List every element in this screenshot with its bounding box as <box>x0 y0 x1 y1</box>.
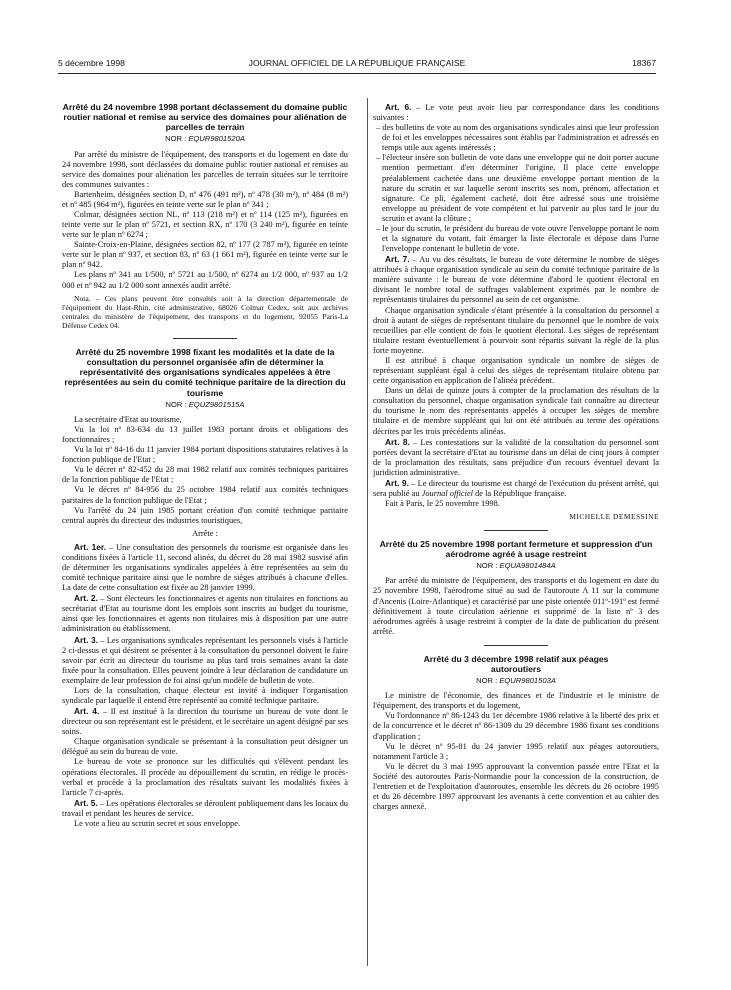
paragraph: Vu le décret nº 84-956 du 25 octobre 1984 relatif aux comités techniques paritaires de la fonction publique de l'Etat ; <box>62 485 348 505</box>
paragraph: Vu la loi nº 84-16 du 11 janvier 1984 portant dispositions statutaires relatives à la fonction publique de l'Etat ; <box>62 445 348 465</box>
journal-title: JOURNAL OFFICIEL DE LA RÉPUBLIQUE FRANÇAISE <box>248 58 466 68</box>
separator <box>484 645 548 646</box>
nor-reference: NOR : EQUA9801484A <box>476 561 556 571</box>
article-6-list <box>373 123 659 254</box>
paragraph: Chaque organisation syndicale s'étant présentée à la consultation du personnel a droit à autant de sièges de représentant titulaire du personnel que le nombre de voix recueillies par elle contient de fois le quotient électoral. Les sièges de représentant titulaire restant éventuellement à pourvoir sont répartis suivant la règle de la plus forte moyenne. <box>373 305 659 355</box>
paragraph: Les plans nº 341 au 1/500, nº 5721 au 1/500, nº 6274 au 1/2 000, nº 937 au 1/2 000 et nº 942 au 1/2 000 sont annexés audit arrêté. <box>62 270 348 290</box>
paragraph: La secrétaire d'Etat au tourisme, <box>74 414 182 424</box>
issue-date: 5 décembre 1998 <box>58 58 125 68</box>
paragraph: Le vote a lieu au scrutin secret et sous enveloppe. <box>74 818 241 828</box>
article-1: Art. 1er. – Une consultation des personnels du tourisme est organisée dans les conditions fixées à l'article 11, second alinéa, du décret du 28 mai 1982 susvisé afin de déterminer les organisations syndicales appelées à être représentées au sein du comité technique paritaire ainsi que le nombre de sièges attribués à chacune d'elles. La date de cette consultation est fixée au 28 janvier 1999. <box>62 541 348 593</box>
separator <box>484 530 548 531</box>
right-column <box>373 102 659 812</box>
page-header <box>58 58 656 70</box>
paragraph: Colmar, désignées section NL, nº 113 (218 m²) et nº 114 (125 m²), figurées en teinte verte sur le plan nº 5721, et section RX, nº 170 (3 240 m²), figurée en teinte verte sur le plan nº 6274 ; <box>62 210 348 240</box>
nota: Nota. – Ces plans peuvent être consultés soit à la direction départementale de l'équipement du Haut-Rhin, cité administrative, 68026 Colmar Cedex, soit aux archives centrales du ministère de l'équipement, des transports et du logement, 92055 Paris-La Défense Cedex 04. <box>62 293 348 330</box>
header-rule <box>58 73 656 74</box>
arrete-label: Arrête : <box>192 528 218 538</box>
list-item: – des bulletins de vote au nom des organisations syndicales ainsi que leur profession de foi et les enveloppes nécessaires sont établis par l'administration et adressés en temps utile aux agents intéressés ; <box>376 123 659 153</box>
article-7: Art. 7. – Au vu des résultats, le bureau de vote détermine le nombre de sièges attribués à chaque organisation syndicale au sein du comité technique paritaire de la manière suivante : le bureau de vote détermine d'abord le quotient électoral en divisant le nombre total de suffrages valablement exprimés par le nombre de représentants titulaires du personnel au sein de cet organisme. <box>373 254 659 305</box>
left-column <box>62 102 348 829</box>
paragraph: Il est attribué à chaque organisation syndicale un nombre de sièges de représentant suppléant égal à celui des sièges de représentant titulaire obtenu par cette organisation en application de l'alinéa précédent. <box>373 355 659 386</box>
paragraph: Sainte-Croix-en-Plaine, désignées section 82, nº 177 (2 787 m²), figurée en teinte verte sur le plan nº 937, et section 83, nº 63 (1 661 m²), figurée en teinte verte sur le plan nº 942. <box>62 240 348 270</box>
paragraph: Vu le décret du 3 mai 1995 approuvant la convention passée entre l'Etat et la Société des autoroutes Paris-Normandie pour la concession de la construction, de l'entretien et de l'exploitation d'autoroutes, ensemble les décrets du 26 octobre 1995 et du 26 décembre 1997 approuvant les avenants à cette convention et au cahier des charges annexé. <box>373 761 659 812</box>
column-divider <box>367 98 368 966</box>
paragraph: Chaque organisation syndicale se présentant à la consultation peut désigner un délégué au sein du bureau de vote. <box>62 737 348 757</box>
paragraph: Lors de la consultation, chaque électeur est invité à indiquer l'organisation syndicale par laquelle il entend être représenté au comité technique paritaire. <box>62 685 348 705</box>
paragraph: Vu l'arrêté du 24 juin 1985 portant création d'un comité technique paritaire central auprès du directeur des industries touristiques, <box>62 505 348 525</box>
article-3: Art. 3. – Les organisations syndicales représentant les personnels visés à l'article 2 ci-dessus et qui désirent se présenter à la consultation du personnel doivent le faire savoir par écrit au directeur du tourisme au plus tard trois semaines avant la date fixée pour la consultation. Elles peuvent joindre à leur déclaration de candidature un exemplaire de leur profession de foi ainsi qu'un modèle de bulletin de vote. <box>62 634 348 685</box>
article-6: Art. 6. – Le vote peut avoir lieu par correspondance dans les conditions suivantes : <box>373 102 659 123</box>
article-4: Art. 4. – Il est institué à la direction du tourisme un bureau de vote dont le directeur ou son représentant est le président, et le secrétaire un agent désigné par ses soins. <box>62 706 348 737</box>
signatory: MICHELLE DEMESSINE <box>569 512 659 522</box>
paragraph: Le bureau de vote se prononce sur les difficultés qui s'élèvent pendant les opérations électorales. Il procède au dépouillement du scrutin, en rédige le procès-verbal et procède à la proclamation des résultats suivant les modalités fixées à l'article 7 ci-après. <box>62 757 348 797</box>
paragraph: Vu l'ordonnance nº 86-1243 du 1er décembre 1986 relative à la liberté des prix et de la concurrence et le décret nº 86-1309 du 29 décembre 1986 fixant ses conditions d'application ; <box>373 711 659 741</box>
decree-title: Arrêté du 24 novembre 1998 portant déclassement du domaine public routier national et remise au service des domaines pour aliénation de parcelles de terrain <box>62 102 348 133</box>
paragraph: Vu le décret nº 82-452 du 28 mai 1982 relatif aux comités techniques paritaires de la fonction publique de l'Etat ; <box>62 465 348 485</box>
article-2: Art. 2. – Sont électeurs les fonctionnaires et agents non titulaires en fonctions au secrétariat d'Etat au tourisme dont les emplois sont inscrits au budget du tourisme, ainsi que les fonctionnaires et agents non titulaires mis à disposition par une autre administration ou établissement. <box>62 593 348 634</box>
decree-title: Arrêté du 25 novembre 1998 portant fermeture et suppression d'un aérodrome agréé à usage restreint <box>379 539 653 560</box>
paragraph: Dans un délai de quinze jours à compter de la proclamation des résultats de la consultation du personnel, chaque organisation syndicale fait connaître au directeur du tourisme le nom des représentants appelés à occuper les sièges de membre titulaire et de membre suppléant qui lui ont été attribués au terme des opérations décrites par les trois précédents alinéas. <box>373 386 659 436</box>
nor-reference: NOR : EQUR9801503A <box>476 676 556 686</box>
decree-title: Arrêté du 3 décembre 1998 relatif aux péages autoroutiers <box>423 653 609 674</box>
paragraph: Bartenheim, désignées section D, nº 476 (491 m²), nº 478 (30 m²), nº 484 (8 m²) et nº 485 (964 m²), figurées en teinte verte sur le plan nº 341 ; <box>62 189 348 209</box>
article-8: Art. 8. – Les contestations sur la validité de la consultation du personnel sont portées devant la secrétaire d'Etat au tourisme dans un délai de cinq jours à compter de la proclamation des résultats, sans préjudice d'un recours éventuel devant la juridiction administrative. <box>373 436 659 477</box>
nor-reference: NOR : EQUZ9801515A <box>165 399 245 409</box>
article-9: Art. 9. – Le directeur du tourisme est chargé de l'exécution du présent arrêté, qui sera publié au Journal officiel de la République française. <box>373 477 659 498</box>
paragraph: Vu la loi nº 83-634 du 13 juillet 1983 portant droits et obligations des fonctionnaires ; <box>62 424 348 445</box>
page-number: 18367 <box>632 58 656 68</box>
decree-title: Arrêté du 25 novembre 1998 fixant les modalités et la date de la consultation du personnel organisée afin de déterminer la représentativité des organisations syndicales appelées à être représentées au sein du comité technique paritaire de la direction du tourisme <box>64 347 346 398</box>
article-5: Art. 5. – Les opérations électorales se déroulent publiquement dans les locaux du travail et pendant les heures de service. <box>62 797 348 818</box>
paragraph: Par arrêté du ministre de l'équipement, des transports et du logement en date du 25 novembre 1998, l'aérodrome situé au sud de l'autoroute A 11 sur la commune d'Ancenis (Loire-Atlantique) et caractérisé par une piste orientée 011º-191º est fermé définitivement à toute circulation aérienne et supprimé de la liste nº 3 des aérodromes agréés à usage restreint à compter de la date de publication du présent arrêté. <box>373 576 659 636</box>
separator <box>173 338 237 339</box>
list-item: – l'électeur insère son bulletin de vote dans une enveloppe qui ne doit porter aucune mention permettant d'en déterminer l'origine. Il place cette enveloppe préalablement cachetée dans une deuxième enveloppe portant mention de la nature du scrutin et sur laquelle seront inscrits ses nom, prénom, affectation et signature. Ce pli, également cacheté, doit être adressé sous une troisième enveloppe au président de vote compétent et lui parvenir au plus tard le jour du scrutin et avant la clôture ; <box>376 153 659 223</box>
paragraph: Le ministre de l'économie, des finances et de l'industrie et le ministre de l'équipement, des transports et du logement, <box>373 691 659 711</box>
list-item: – le jour du scrutin, le président du bureau de vote ouvre l'enveloppe portant le nom et la signature du votant, fait émarger la liste électorale et dépose dans l'urne l'enveloppe contenant le bulletin de vote. <box>376 223 659 254</box>
signature-date: Fait à Paris, le 25 novembre 1998. <box>385 499 500 509</box>
nor-reference: NOR : EQUR9801520A <box>165 134 245 144</box>
paragraph: Vu le décret nº 95-81 du 24 janvier 1995 relatif aux péages autoroutiers, notamment l'article 3 ; <box>373 741 659 761</box>
paragraph: Par arrêté du ministre de l'équipement, des transports et du logement en date du 24 novembre 1998, sont déclassées du domaine public routier national et remises au service des domaines pour aliénation les parcelles de terrain situées sur le territoire des communes suivantes : <box>62 149 348 189</box>
